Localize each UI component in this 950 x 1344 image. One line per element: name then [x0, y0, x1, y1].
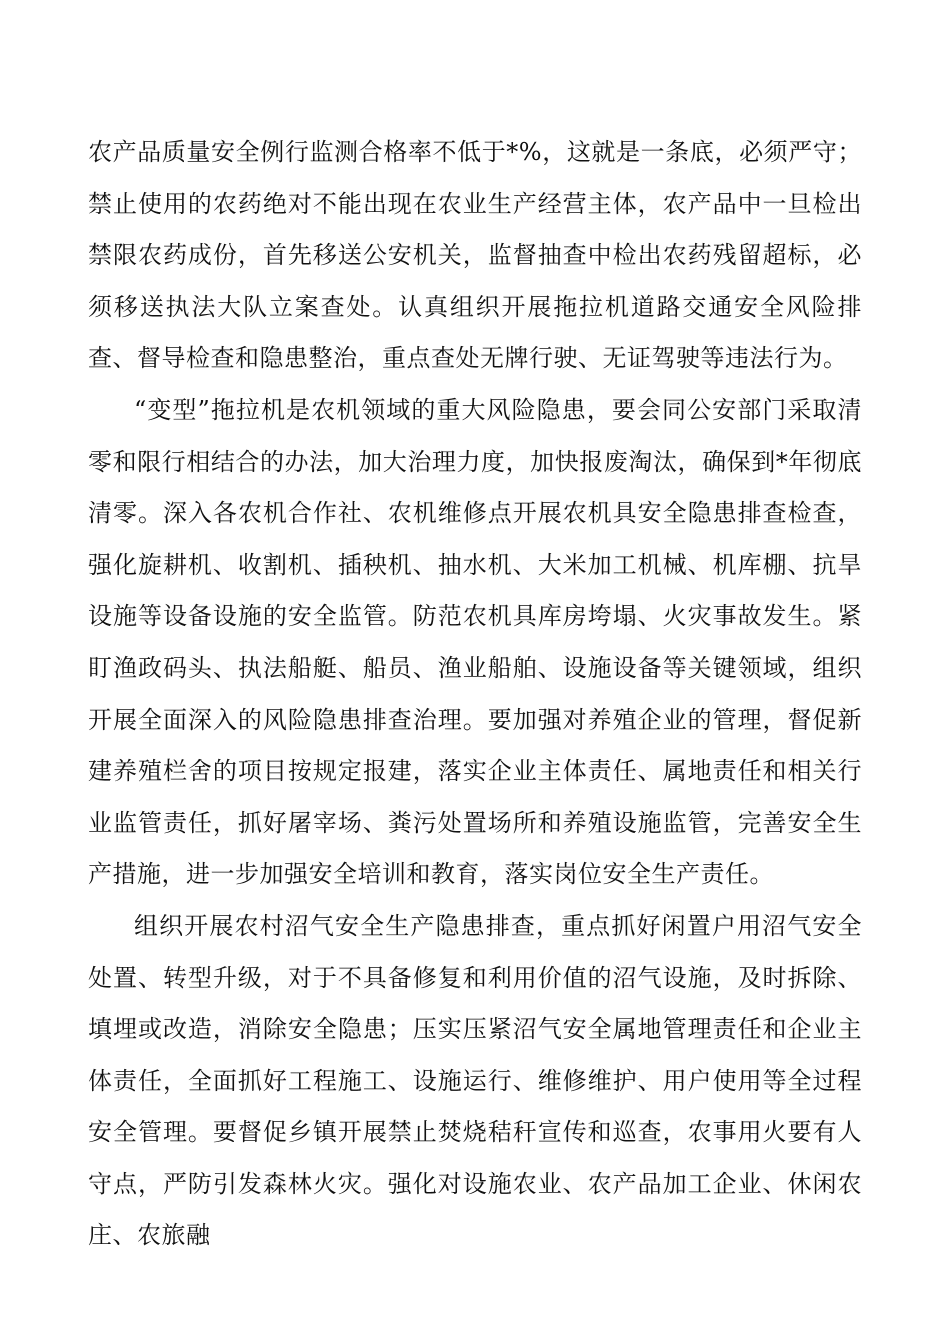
- document-body: [88, 127, 862, 1262]
- paragraph-3: 组织开展农村沼气安全生产隐患排查，重点抓好闲置户用沼气安全处置、转型升级，对于不具备修复和利用价值的沼气设施，及时拆除、填埋或改造，消除安全隐患；压实压紧沼气安全属地管理责任和企业主体责任，全面抓好工程施工、设施运行、维修维护、用户使用等全过程安全管理。要督促乡镇开展禁止焚烧秸秆宣传和巡查，农事用火要有人守点，严防引发森林火灾。强化对设施农业、农产品加工企业、休闲农庄、农旅融: [88, 911, 862, 1250]
- paragraph-2: “变型”拖拉机是农机领域的重大风险隐患，要会同公安部门采取清零和限行相结合的办法，加大治理力度，加快报废淘汰，确保到*年彻底清零。深入各农机合作社、农机维修点开展农机具安全隐患排查检查，强化旋耕机、收割机、插秧机、抽水机、大米加工机械、机库棚、抗旱设施等设备设施的安全监管。防范农机具库房垮塌、火灾事故发生。紧盯渔政码头、执法船艇、船员、渔业船舶、设施设备等关键领域，组织开展全面深入的风险隐患排查治理。要加强对养殖企业的管理，督促新建养殖栏舍的项目按规定报建，落实企业主体责任、属地责任和相关行业监管责任，抓好屠宰场、粪污处置场所和养殖设施监管，完善安全生产措施，进一步加强安全培训和教育，落实岗位安全生产责任。: [88, 395, 862, 889]
- paragraph-1: 农产品质量安全例行监测合格率不低于*%，这就是一条底，必须严守；禁止使用的农药绝对不能出现在农业生产经营主体，农产品中一旦检出禁限农药成份，首先移送公安机关，监督抽查中检出农药残留超标，必须移送执法大队立案查处。认真组织开展拖拉机道路交通安全风险排查、督导检查和隐患整治，重点查处无牌行驶、无证驾驶等违法行为。: [88, 138, 862, 373]
